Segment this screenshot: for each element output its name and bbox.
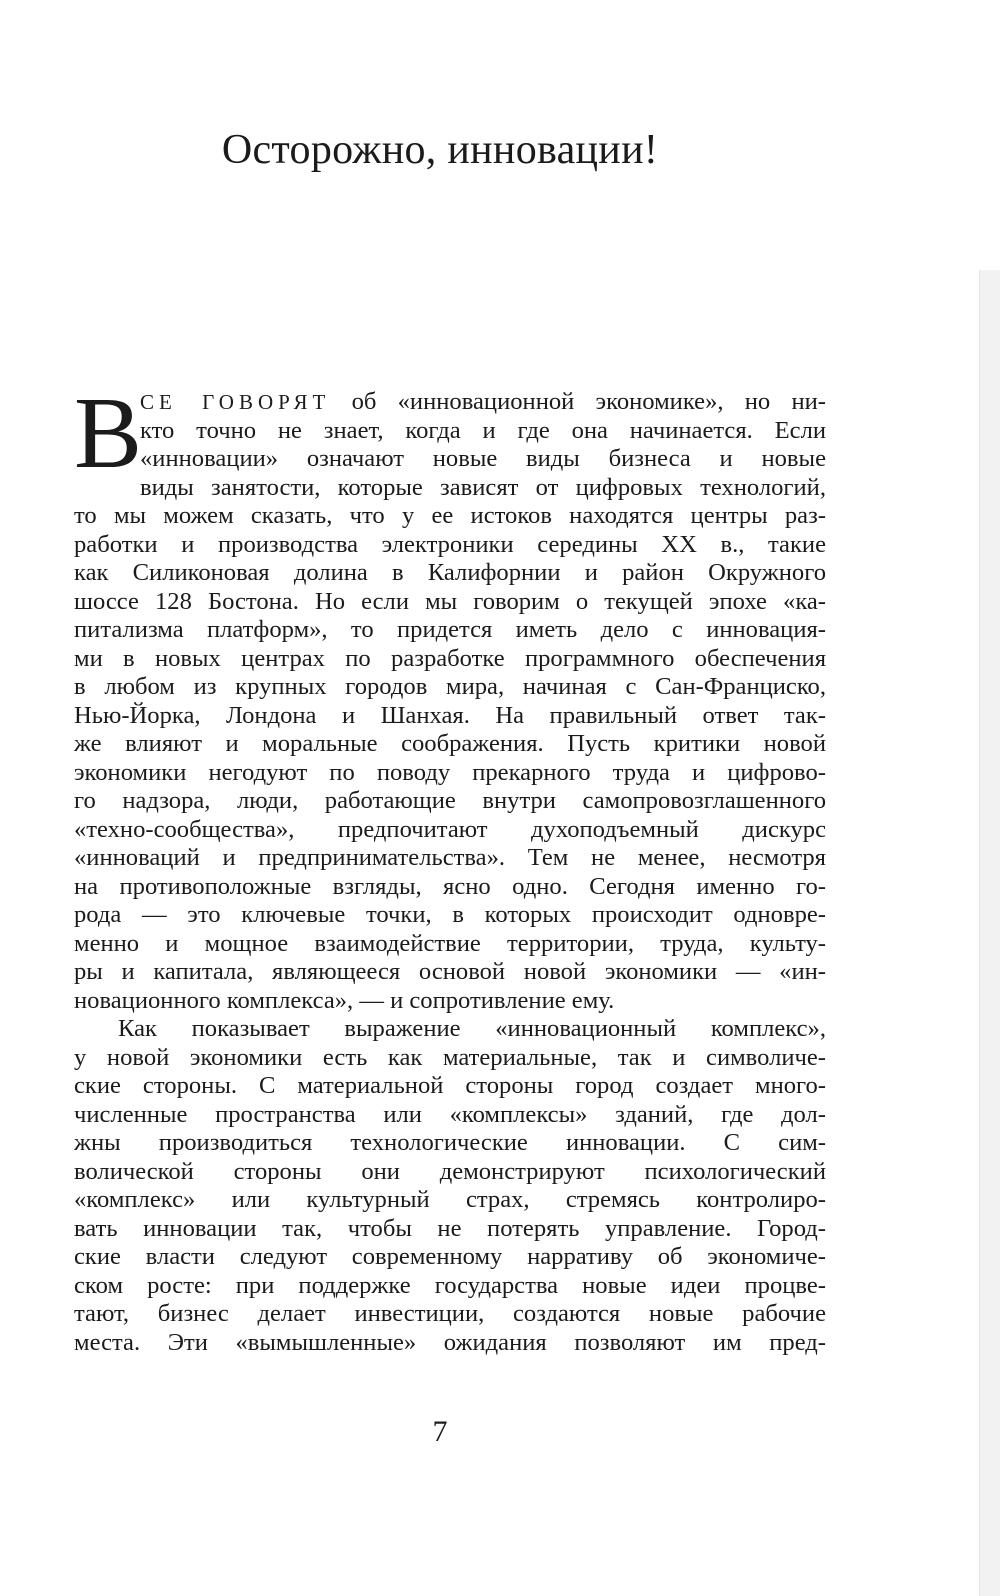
text-line: ры и капитала, являющееся основой новой экономики — «ин- (74, 958, 826, 985)
text-line: «инновации» означают новые виды бизнеса и новые (140, 445, 826, 472)
text-line: новационного комплекса», — и сопротивление ему. (74, 986, 615, 1014)
text-line: «техно-сообщества», предпочитают духоподъемный дискурс (74, 815, 826, 843)
drop-cap: В (74, 377, 143, 490)
text-line: го надзора, люди, работающие внутри самопровозглашенного (74, 787, 826, 814)
page-number: 7 (432, 1415, 448, 1448)
text-line: ском росте: при поддержке государства новые идеи процве- (74, 1271, 826, 1299)
text-line: кто точно не знает, когда и где она начинается. Если (140, 416, 826, 444)
text-line: «комплекс» или культурный страх, стремясь контролиро- (74, 1186, 826, 1213)
text-line: работки и производства электроники середины XX в., такие (74, 530, 826, 558)
text-line: численные пространства или «комплексы» зданий, где дол- (74, 1100, 826, 1128)
opening-small-caps: СЕ ГОВОРЯТ (140, 390, 331, 414)
text-line: же влияют и моральные соображения. Пусть критики новой (74, 730, 826, 757)
text-line: то мы можем сказать, что у ее истоков находятся центры раз- (74, 502, 826, 529)
text-line: ми в новых центрах по разработке программного обеспечения (74, 644, 826, 672)
page-edge-shadow (979, 270, 1000, 1596)
text-line: менно и мощное взаимодействие территории, труда, культу- (74, 929, 826, 957)
text-line: Как показывает выражение «инновационный комплекс», (118, 1015, 826, 1042)
text-line: в любом из крупных городов мира, начиная с Сан-Франциско, (74, 673, 826, 700)
text-line: рода — это ключевые точки, в которых происходит одновре- (74, 901, 826, 928)
text-line: ские власти следуют современному нарративу об экономиче- (74, 1243, 826, 1270)
body-text (74, 377, 826, 1357)
text-line: питализма платформ», то придется иметь дело с инновация- (74, 616, 826, 643)
text-line: ские стороны. С материальной стороны город создает много- (74, 1072, 826, 1099)
text-line: экономики негодуют по поводу прекарного труда и цифрово- (74, 758, 826, 786)
text-line: шоссе 128 Бостона. Но если мы говорим о текущей эпохе «ка- (74, 587, 826, 615)
text-line: волической стороны они демонстрируют психологический (74, 1157, 826, 1185)
text-line: жны производиться технологические инновации. С сим- (74, 1129, 826, 1156)
text-line: вать инновации так, чтобы не потерять управление. Город- (74, 1214, 826, 1242)
text-line: у новой экономики есть как материальные, так и символиче- (74, 1043, 826, 1071)
text-line: как Силиконовая долина в Калифорнии и район Окружного (74, 559, 826, 586)
text-line: тают, бизнес делает инвестиции, создаются новые рабочие (74, 1300, 826, 1327)
text-line: на противоположные взгляды, ясно одно. Сегодня именно го- (74, 872, 826, 900)
chapter-title: Осторожно, инновации! (221, 127, 659, 173)
text-line: места. Эти «вымышленные» ожидания позволяют им пред- (74, 1328, 826, 1356)
text-line: виды занятости, которые зависят от цифровых технологий, (140, 473, 826, 501)
text-line: Нью-Йорка, Лондона и Шанхая. На правильный ответ так- (74, 701, 826, 729)
text-line: СЕ ГОВОРЯТ об «инновационной экономике», но ни- (140, 388, 826, 415)
text-line: «инноваций и предпринимательства». Тем не менее, несмотря (74, 844, 826, 871)
